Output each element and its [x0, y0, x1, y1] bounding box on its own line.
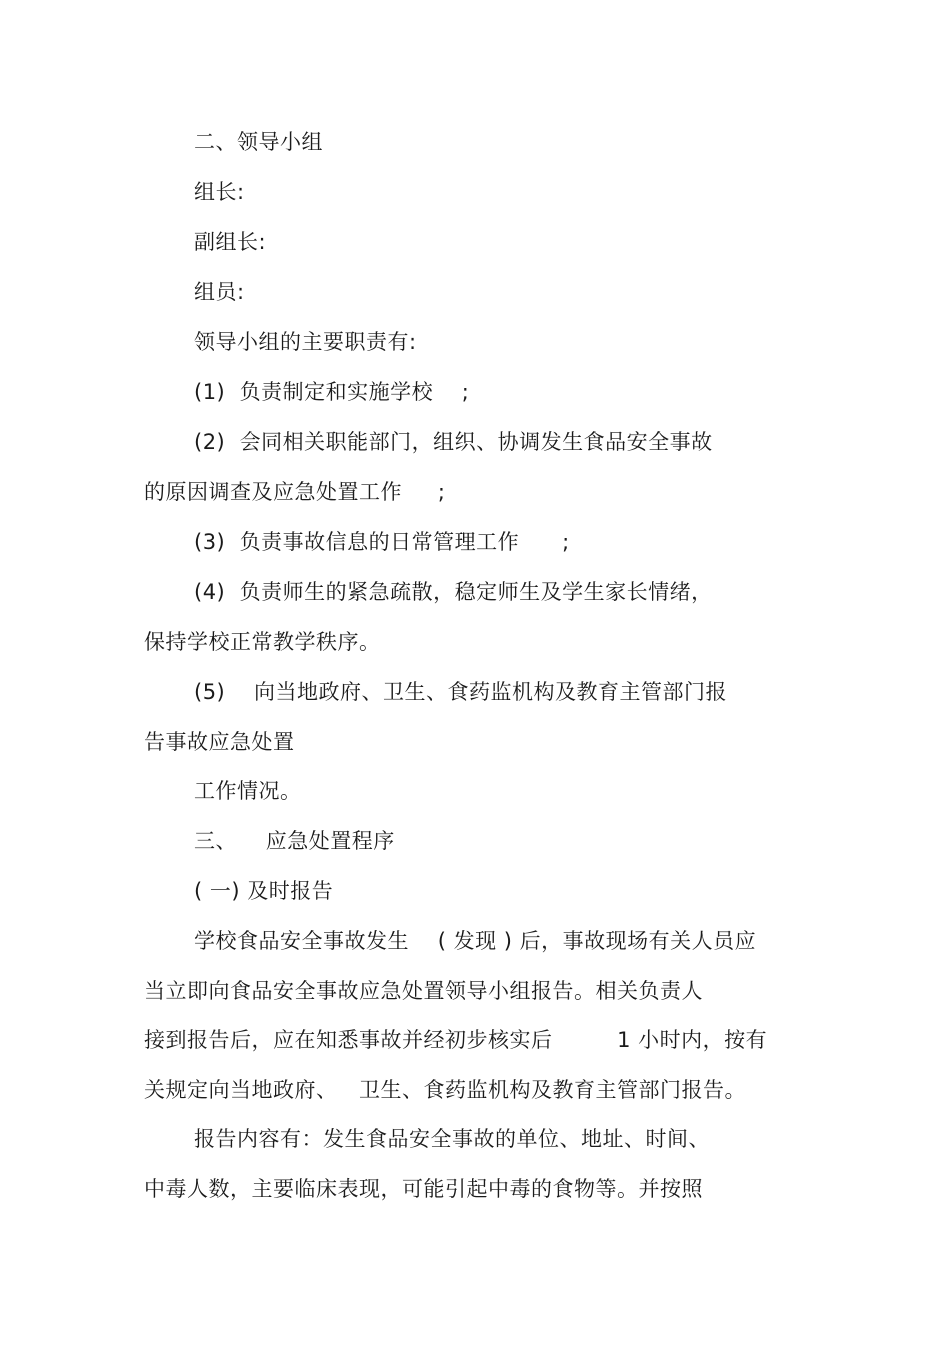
responsibility-item-2: (2) 会同相关职能部门，组织、协调发生食品安全事故 [194, 430, 713, 454]
responsibility-item-3: (3) 负责事故信息的日常管理工作 ; [194, 530, 570, 554]
report-paragraph-line-2: 当立即向食品安全事故应急处置领导小组报告。相关负责人 [144, 979, 703, 1003]
responsibility-item-4-continued: 保持学校正常教学秩序。 [144, 630, 381, 654]
report-paragraph-line-3: 接到报告后，应在知悉事故并经初步核实后 1 小时内，按有 [144, 1028, 768, 1052]
responsibility-item-1: (1) 负责制定和实施学校 ; [194, 380, 470, 404]
report-paragraph-line-1: 学校食品安全事故发生 ( 发现 ) 后，事故现场有关人员应 [194, 929, 757, 953]
section-heading-leadership-group: 二、领导小组 [194, 130, 323, 154]
responsibility-item-5-continued: 告事故应急处置 [144, 730, 295, 754]
report-content-line-1: 报告内容有：发生食品安全事故的单位、地址、时间、 [194, 1127, 710, 1151]
responsibility-item-5-end: 工作情况。 [194, 779, 302, 803]
report-paragraph-line-4: 关规定向当地政府、 卫生、食药监机构及教育主管部门报告。 [144, 1078, 747, 1102]
responsibility-item-2-continued: 的原因调查及应急处置工作 ; [144, 480, 446, 504]
section-heading-emergency-procedure: 三、 应急处置程序 [194, 829, 395, 853]
team-members-label: 组员: [194, 280, 245, 304]
responsibility-item-5: (5) 向当地政府、卫生、食药监机构及教育主管部门报 [194, 680, 727, 704]
responsibility-item-4: (4) 负责师生的紧急疏散，稳定师生及学生家长情绪， [194, 580, 713, 604]
subsection-heading-timely-report: ( 一) 及时报告 [194, 879, 334, 903]
deputy-leader-label: 副组长: [194, 230, 267, 254]
report-content-line-2: 中毒人数，主要临床表现，可能引起中毒的食物等。并按照 [144, 1177, 703, 1201]
responsibilities-intro: 领导小组的主要职责有: [194, 330, 417, 354]
team-leader-label: 组长: [194, 180, 245, 204]
